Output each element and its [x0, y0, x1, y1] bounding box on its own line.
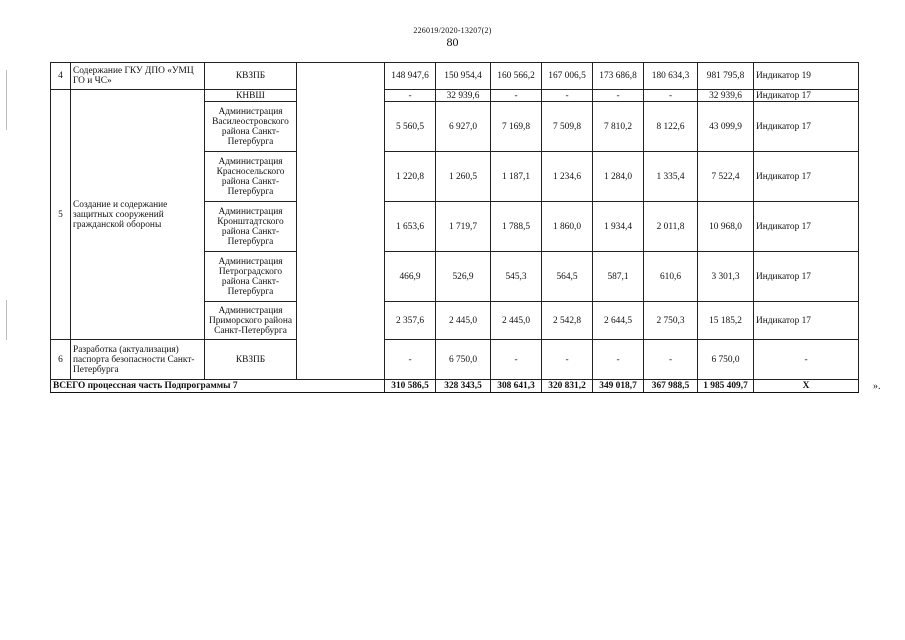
total-sum-cell: 328 343,5	[436, 380, 491, 393]
value-cell: -	[593, 90, 644, 102]
value-cell: -	[542, 90, 593, 102]
value-cell: 610,6	[644, 252, 698, 302]
left-margin-line	[6, 300, 7, 340]
value-cell: 2 445,0	[436, 302, 491, 340]
table-row	[51, 340, 859, 380]
page-number: 80	[446, 35, 459, 49]
indicator-cell: Индикатор 17	[754, 252, 859, 302]
total-value-cell: 32 939,6	[698, 90, 754, 102]
value-cell: 167 006,5	[542, 63, 593, 90]
total-sum-cell: 320 831,2	[542, 380, 593, 393]
value-cell: -	[491, 340, 542, 380]
executor-cell: Администрация Красносельского района Санкт-Петербурга	[205, 152, 297, 202]
indicator-cell: Индикатор 17	[754, 202, 859, 252]
blank-column	[297, 63, 385, 380]
value-cell: 173 686,8	[593, 63, 644, 90]
executor-cell: Администрация Петроградского района Санкт-Петербурга	[205, 252, 297, 302]
indicator-cell: Индикатор 19	[754, 63, 859, 90]
value-cell: 2 750,3	[644, 302, 698, 340]
value-cell: 526,9	[436, 252, 491, 302]
executor-cell: Администрация Приморского района Санкт-Петербурга	[205, 302, 297, 340]
value-cell: 1 788,5	[491, 202, 542, 252]
document-id: 226019/2020-13207(2)	[413, 26, 492, 35]
total-sum-cell: 1 985 409,7	[698, 380, 754, 393]
total-label: ВСЕГО процессная часть Подпрограммы 7	[51, 380, 385, 393]
value-cell: 1 284,0	[593, 152, 644, 202]
total-value-cell: 7 522,4	[698, 152, 754, 202]
value-cell: 1 187,1	[491, 152, 542, 202]
value-cell: 1 260,5	[436, 152, 491, 202]
value-cell: 1 719,7	[436, 202, 491, 252]
executor-cell: КВЗПБ	[205, 63, 297, 90]
total-value-cell: 10 968,0	[698, 202, 754, 252]
value-cell: 2 445,0	[491, 302, 542, 340]
value-cell: 2 542,8	[542, 302, 593, 340]
value-cell: 564,5	[542, 252, 593, 302]
total-sum-cell: 310 586,5	[385, 380, 436, 393]
row-number: 4	[51, 63, 71, 90]
value-cell: 2 644,5	[593, 302, 644, 340]
value-cell: 1 860,0	[542, 202, 593, 252]
value-cell: 6 750,0	[436, 340, 491, 380]
total-value-cell: 43 099,9	[698, 102, 754, 152]
total-value-cell: 15 185,2	[698, 302, 754, 340]
total-sum-cell: 367 988,5	[644, 380, 698, 393]
value-cell: 32 939,6	[436, 90, 491, 102]
value-cell: 7 169,8	[491, 102, 542, 152]
value-cell: 587,1	[593, 252, 644, 302]
executor-cell: КВЗПБ	[205, 340, 297, 380]
value-cell: -	[644, 90, 698, 102]
value-cell: 150 954,4	[436, 63, 491, 90]
executor-cell: Администрация Василеостровского района Санкт-Петербурга	[205, 102, 297, 152]
table-row	[51, 90, 859, 102]
total-value-cell: 3 301,3	[698, 252, 754, 302]
value-cell: 148 947,6	[385, 63, 436, 90]
left-margin-line	[6, 70, 7, 130]
value-cell: 8 122,6	[644, 102, 698, 152]
row-number: 5	[51, 90, 71, 340]
table-row	[51, 63, 859, 90]
total-value-cell: 981 795,8	[698, 63, 754, 90]
indicator-cell: Индикатор 17	[754, 102, 859, 152]
value-cell: 1 220,8	[385, 152, 436, 202]
value-cell: 466,9	[385, 252, 436, 302]
total-indicator-cell: X	[754, 380, 859, 393]
budget-table	[50, 62, 859, 393]
value-cell: 7 509,8	[542, 102, 593, 152]
activity-name: Содержание ГКУ ДПО «УМЦ ГО и ЧС»	[71, 63, 205, 90]
value-cell: -	[385, 90, 436, 102]
executor-cell: КНВШ	[205, 90, 297, 102]
value-cell: -	[385, 340, 436, 380]
closing-quote-mark: ».	[873, 381, 881, 392]
value-cell: -	[644, 340, 698, 380]
total-row	[51, 380, 859, 393]
value-cell: 6 927,0	[436, 102, 491, 152]
value-cell: 7 810,2	[593, 102, 644, 152]
value-cell: -	[593, 340, 644, 380]
value-cell: -	[542, 340, 593, 380]
total-value-cell: 6 750,0	[698, 340, 754, 380]
row-number: 6	[51, 340, 71, 380]
value-cell: 2 357,6	[385, 302, 436, 340]
value-cell: 2 011,8	[644, 202, 698, 252]
activity-name: Разработка (актуализация) паспорта безопасности Санкт-Петербурга	[71, 340, 205, 380]
total-sum-cell: 349 018,7	[593, 380, 644, 393]
value-cell: 545,3	[491, 252, 542, 302]
value-cell: -	[491, 90, 542, 102]
value-cell: 1 934,4	[593, 202, 644, 252]
value-cell: 180 634,3	[644, 63, 698, 90]
total-sum-cell: 308 641,3	[491, 380, 542, 393]
activity-name: Создание и содержание защитных сооружений гражданской обороны	[71, 90, 205, 340]
indicator-cell: Индикатор 17	[754, 152, 859, 202]
value-cell: 1 653,6	[385, 202, 436, 252]
value-cell: 5 560,5	[385, 102, 436, 152]
value-cell: 160 566,2	[491, 63, 542, 90]
value-cell: 1 234,6	[542, 152, 593, 202]
indicator-cell: Индикатор 17	[754, 302, 859, 340]
value-cell: 1 335,4	[644, 152, 698, 202]
executor-cell: Администрация Кронштадтского района Санкт-Петербурга	[205, 202, 297, 252]
indicator-cell: Индикатор 17	[754, 90, 859, 102]
indicator-cell: -	[754, 340, 859, 380]
